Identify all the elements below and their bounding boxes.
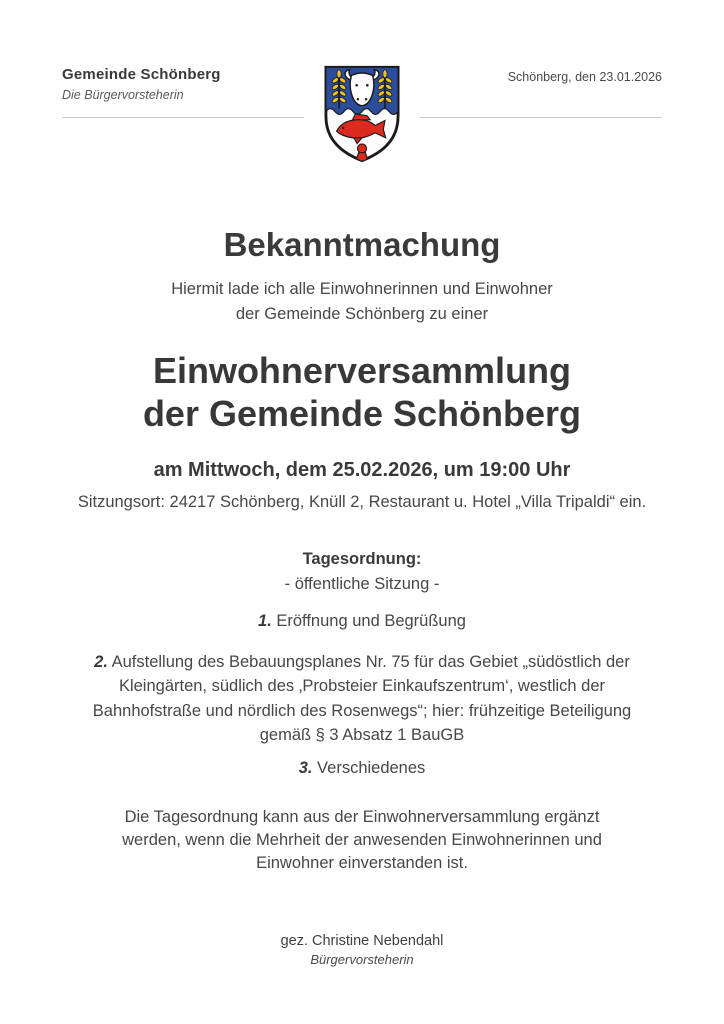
agenda-item-3-text: Verschiedenes (317, 758, 426, 777)
agenda-item-1-number: 1. (258, 612, 272, 630)
coat-of-arms (304, 64, 420, 164)
agenda-subheading: - öffentliche Sitzung - (284, 575, 440, 593)
main-title-line-1: Einwohnerversammlung (152, 350, 572, 391)
meeting-location: Sitzungsort: 24217 Schönberg, Knüll 2, Restaurant u. Hotel „Villa Tripaldi“ ein. (77, 493, 647, 511)
org-block (62, 66, 221, 102)
signature-name: gez. Christine Nebendahl (280, 933, 444, 949)
intro-line-2: der Gemeinde Schönberg zu einer (235, 305, 489, 323)
date-line: Schönberg, den 23.01.2026 (507, 70, 662, 84)
agenda-item-3 (62, 756, 662, 781)
agenda-item-2-number: 2. (94, 652, 108, 671)
agenda-item-1 (62, 609, 662, 634)
signature-block (62, 931, 662, 969)
coat-of-arms-icon (321, 64, 403, 164)
agenda-item-3-number: 3. (298, 758, 313, 777)
intro-line-1: Hiermit lade ich alle Einwohnerinnen und Einwohner (171, 280, 553, 298)
agenda-item-1-text: Eröffnung und Begrüßung (276, 612, 466, 630)
org-role: Die Bürgervorsteherin (62, 88, 184, 102)
agenda-note: Die Tagesordnung kann aus der Einwohnerversammlung ergänzt werden, wenn die Mehrheit der anwesenden Einwohnerinnen und Einwohner einverstanden ist. (122, 808, 602, 872)
agenda-item-2 (82, 650, 642, 748)
main-title (62, 349, 662, 435)
main-title-line-2: der Gemeinde Schönberg (142, 393, 582, 434)
agenda-item-2-text: Aufstellung des Bebauungsplanes Nr. 75 für das Gebiet „südöstlich der Kleingärten, südlich des ‚Probsteier Einkaufszentrum‘, westlich der Bahnhofstraße und nördlich des Rosenwegs“; hier: frühzeitige Beteiligung gemäß § 3 Absatz 1 BauGB (92, 652, 632, 744)
intro-text (62, 277, 662, 327)
signature-role: Bürgervorsteherin (310, 952, 414, 967)
agenda-heading: Tagesordnung: (302, 550, 422, 568)
meeting-datetime: am Mittwoch, dem 25.02.2026, um 19:00 Uhr (153, 459, 571, 481)
org-name: Gemeinde Schönberg (62, 66, 221, 83)
kicker-title: Bekanntmachung (223, 226, 501, 263)
announcement-body (62, 117, 662, 969)
